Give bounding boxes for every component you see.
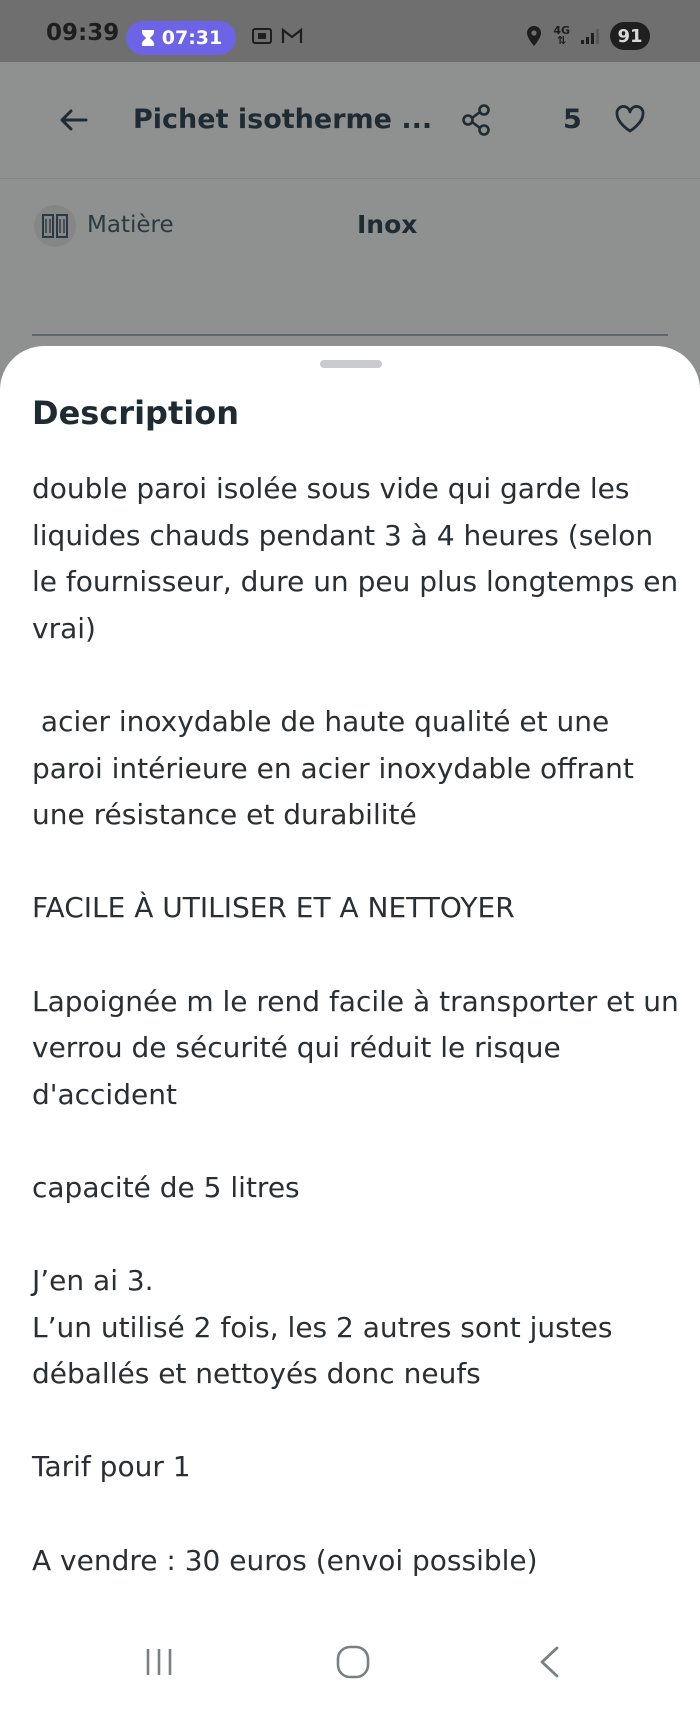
share-icon[interactable] [460,103,492,137]
description-text [32,466,688,1584]
recent-apps-icon[interactable] [142,1646,176,1678]
description-paragraph: capacité de 5 litres [32,1170,300,1204]
signal-icon [580,27,600,45]
status-bar [0,0,700,62]
top-app-bar [0,62,700,179]
timer-pill[interactable] [126,21,236,55]
dimmed-content [0,180,700,340]
description-paragraph: A vendre : 30 euros (envoi possible) [32,1543,538,1577]
favorites-count: 5 [563,104,582,135]
home-icon[interactable] [335,1644,371,1680]
heart-icon[interactable] [614,104,646,134]
location-icon [525,25,543,47]
sheet-drag-handle[interactable] [320,360,382,368]
status-time: 09:39 [46,20,120,46]
attribute-value: Inox [357,210,418,239]
back-icon[interactable] [536,1645,562,1679]
description-paragraph: acier inoxydable de haute qualité et une paroi intérieure en acier inoxydable offrant une résistance et durabilité [32,704,643,832]
network-arrows-icon: 4G ⇅ [553,24,570,47]
description-paragraph: J’en ai 3. L’un utilisé 2 fois, les 2 autres sont justes déballés et nettoyés donc neufs [32,1264,613,1391]
description-paragraph: double paroi isolée sous vide qui garde les liquides chauds pendant 3 à 4 heures (selon le fournisseur, dure un peu plus longtemps en vrai) [32,472,688,645]
material-icon [41,213,69,239]
description-paragraph: Tarif pour 1 [32,1450,191,1484]
network-label: 4G [553,24,570,37]
screenshot-icon [250,24,274,48]
system-nav-bar [0,1636,700,1711]
back-arrow-icon[interactable] [56,102,92,138]
gmail-icon [280,24,304,48]
battery-indicator: 91 [610,22,650,50]
timer-value: 07:31 [161,27,223,49]
attribute-label: Matière [87,212,174,238]
hourglass-icon [140,29,156,47]
description-bottom-sheet [0,346,700,1636]
divider [32,334,668,336]
description-paragraph: FACILE À UTILISER ET A NETTOYER [32,891,515,925]
sheet-title: Description [32,394,239,432]
page-title: Pichet isotherme ... [133,104,433,135]
material-icon-badge [34,205,76,247]
description-paragraph: Lapoignée m le rend facile à transporter et un verrou de sécurité qui réduit le risque d'accident [32,984,688,1111]
